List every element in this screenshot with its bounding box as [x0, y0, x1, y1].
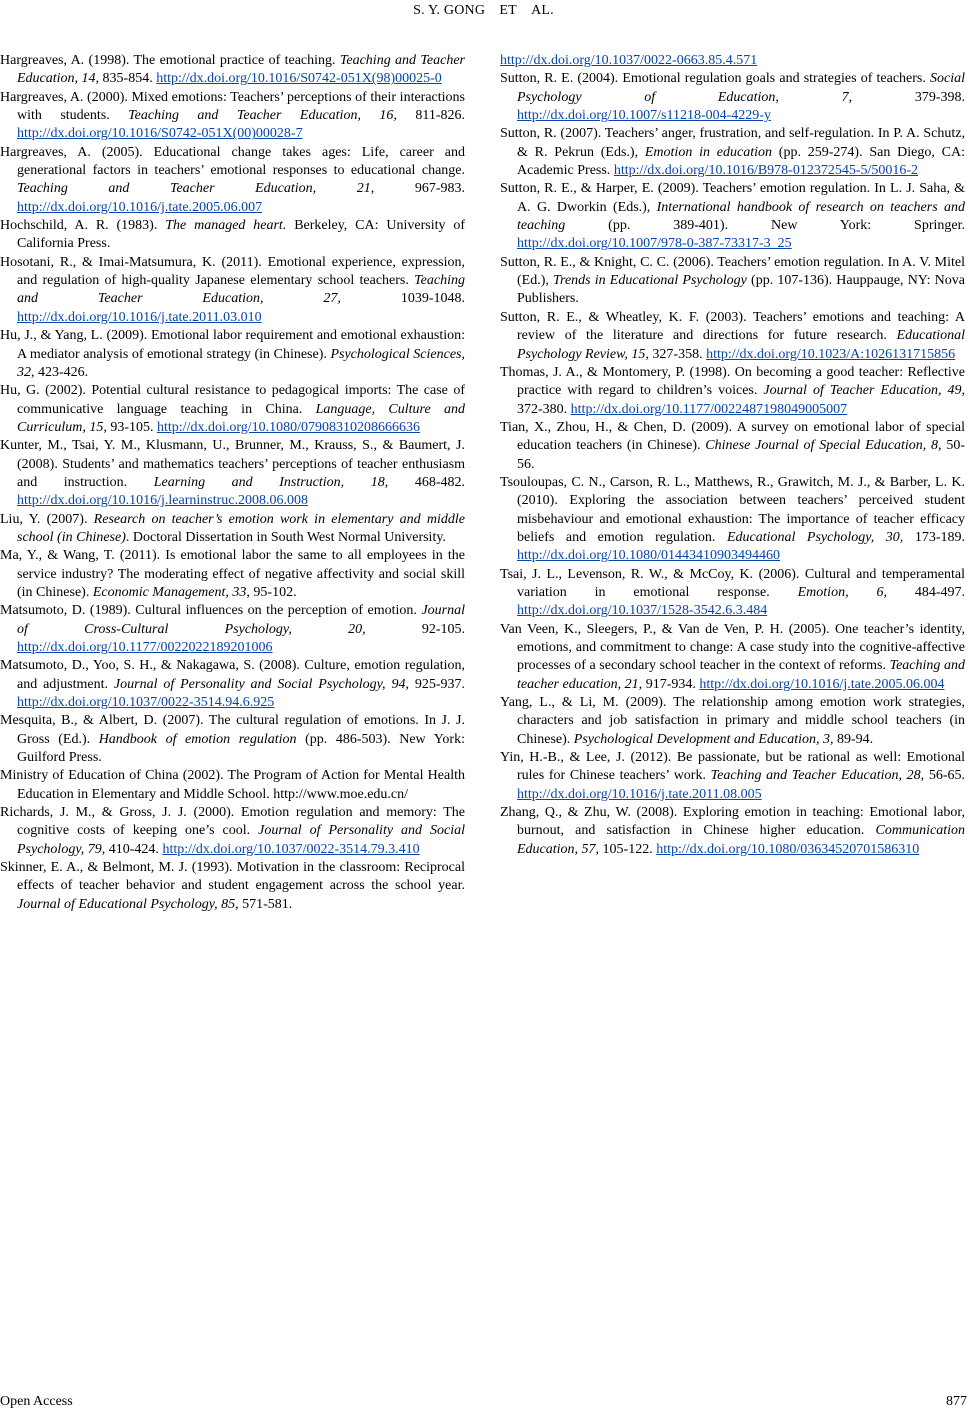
reference-text: Sutton, R. E., & Wheatley, K. F. (2003). Teachers’ emotions and teaching: A review of the literature and directions for future research. — [500, 309, 965, 344]
reference-entry — [500, 180, 965, 253]
doi-link[interactable]: http://dx.doi.org/10.1037/1528-3542.6.3.484 — [517, 603, 768, 619]
reference-text: Tian, X., Zhou, H., & Chen, D. (2009). A survey on emotional labor of special education teachers (in Chinese). — [500, 419, 965, 454]
doi-link[interactable]: http://dx.doi.org/10.1016/j.tate.2005.06.007 — [17, 199, 263, 215]
reference-text: Matsumoto, D., Yoo, S. H., & Nakagawa, S. (2008). Culture, emotion regulation, and adjustment. — [0, 658, 465, 692]
reference-source: Educational Psychology Review, 15, — [517, 328, 965, 362]
footer-page-number: 877 — [946, 1394, 967, 1409]
reference-text: Van Veen, K., Sleegers, P., & Van de Ven, P. H. (2005). One teacher’s identity, emotions, and commitment to change: A case study into the cognitive-affective processes of a secondary school teacher in the context of reforms. — [500, 621, 965, 674]
reference-entry — [500, 566, 965, 621]
doi-link[interactable]: http://dx.doi.org/10.1016/j.tate.2011.03.010 — [17, 309, 262, 325]
reference-text: Yang, L., & Li, M. (2009). The relationship among emotion work strategies, characters and job satisfaction in primary and middle school teachers (in Chinese). — [500, 695, 965, 747]
reference-text: 56-65. — [924, 768, 965, 784]
doi-link[interactable]: http://dx.doi.org/10.1177/0022022189201006 — [17, 640, 273, 655]
reference-text: 105-122. — [599, 841, 657, 857]
reference-entry — [0, 437, 465, 510]
reference-source: Teaching and Teacher Education, 21, — [17, 181, 375, 197]
reference-text: Hargreaves, A. (2000). Mixed emotions: Teachers’ perceptions of their interactions with students. — [0, 89, 465, 124]
reference-entry — [0, 602, 465, 657]
reference-source: Research on teacher’s emotion work in elementary and middle school (in Chinese) — [17, 511, 465, 545]
reference-entry — [500, 804, 965, 859]
reference-source: Communication Education, 57, — [517, 823, 965, 857]
footer-journal: Open Access — [0, 1394, 73, 1409]
reference-text: 50-56. — [517, 438, 966, 472]
reference-text: Thomas, J. A., & Montomery, P. (1998). On becoming a good teacher: Reflective practice with regard to children’s voices. — [500, 364, 965, 399]
reference-source: Trends in Educational Psychology — [553, 273, 747, 289]
reference-source: Educational Psychology, 30, — [726, 529, 904, 545]
reference-text: Skinner, E. A., & Belmont, M. J. (1993). Motivation in the classroom: Reciprocal effects of teacher behavior and student engagement across the school year. — [0, 860, 465, 894]
reference-text: Sutton, R. E., & Harper, E. (2009). Teachers’ emotion regulation. In L. J. Saha, & A. G. Dworkin (Eds.), — [500, 181, 965, 215]
reference-entry — [500, 254, 965, 309]
reference-source: Journal of Teacher Education, 49, — [763, 383, 965, 399]
reference-text: Hochschild, A. R. (1983). — [0, 218, 166, 234]
reference-entry — [500, 70, 965, 125]
reference-entry — [500, 474, 965, 566]
reference-text: Hu, J., & Yang, L. (2009). Emotional labor requirement and emotional exhaustion: A mediator analysis of emotional strategy (in Chinese). — [0, 328, 465, 362]
reference-text: 372-380. — [517, 401, 571, 417]
reference-text: Matsumoto, D. (1989). Cultural influences on the perception of emotion. — [0, 603, 422, 619]
reference-entry — [500, 364, 965, 419]
reference-source: Chinese Journal of Special Education, 8, — [705, 438, 942, 454]
reference-entry — [0, 712, 465, 767]
reference-source: International handbook of research on teachers and teaching — [517, 199, 965, 234]
reference-text: 571-581. — [238, 896, 293, 912]
reference-source: Social Psychology of Education, 7, — [517, 71, 965, 105]
reference-text: 89-94. — [833, 731, 874, 747]
reference-entry — [0, 52, 465, 89]
doi-link[interactable]: http://dx.doi.org/10.1177/0022487198049005007 — [570, 401, 848, 417]
reference-column-left — [0, 52, 465, 914]
reference-entry — [500, 694, 965, 749]
reference-text: Hargreaves, A. (2005). Educational change takes ages: Life, career and generational factors in teachers’ emotional responses to educational change. — [0, 144, 465, 179]
reference-text: Sutton, R. (2007). Teachers’ anger, frustration, and self-regulation. In P. A. Schutz, & R. Pekrun (Eds.), — [500, 126, 965, 160]
reference-source: Learning and Instruction, 18, — [153, 474, 389, 490]
reference-text: Berkeley, CA: University of California Press. — [17, 218, 465, 252]
reference-text: Hu, G. (2002). Potential cultural resistance to pedagogical imports: The case of communicative language teaching in China. — [0, 383, 465, 417]
reference-source: Psychological Development and Education, 3, — [573, 731, 834, 747]
reference-entry — [500, 749, 965, 804]
reference-entry — [0, 859, 465, 914]
reference-text: Yin, H.-B., & Lee, J. (2012). Be passionate, but be rational as well: Emotional rules for Chinese teachers’ work. — [500, 750, 965, 784]
reference-source: Teaching and Teacher Education, 28, — [710, 768, 925, 784]
reference-entry — [0, 547, 465, 602]
reference-text: 967-983. — [374, 181, 465, 197]
reference-source: Emotion in education — [644, 144, 772, 160]
reference-text: 410-424. — [105, 841, 163, 857]
doi-link[interactable]: http://dx.doi.org/10.1037/0022-0663.85.4.571 — [500, 53, 758, 68]
reference-text: 925-937. — [408, 676, 465, 692]
reference-text: Tsai, J. L., Levenson, R. W., & McCoy, K. (2006). Cultural and temperamental variation in emotional response. — [500, 566, 965, 600]
reference-text: , 95-102. — [246, 584, 297, 600]
reference-entry — [500, 419, 965, 474]
reference-text: Richards, J. M., & Gross, J. J. (2000). Emotion regulation and memory: The cognitive costs of keeping one’s cool. — [0, 805, 465, 839]
doi-link[interactable]: http://dx.doi.org/10.1016/j.learninstruc.2008.06.008 — [17, 493, 308, 509]
reference-source: Handbook of emotion regulation — [98, 731, 297, 747]
reference-source: Language, Culture and Curriculum, 15, — [17, 401, 465, 435]
reference-text: 468-482. — [388, 474, 465, 490]
reference-text: 327-358. — [648, 346, 707, 362]
reference-text: 835-854. — [99, 71, 157, 87]
reference-text: Ministry of Education of China (2002). The Program of Action for Mental Health Education in Elementary and Middle School. http://www.moe.edu.cn/ — [0, 768, 465, 802]
reference-text: 484-497. — [886, 584, 965, 600]
reference-source: Teaching and Teacher Education, 27, — [17, 273, 465, 307]
doi-link[interactable]: http://dx.doi.org/10.1080/07908310208666636 — [157, 419, 421, 435]
doi-link[interactable]: http://dx.doi.org/10.1016/B978-012372545-5/50016-2 — [613, 163, 919, 179]
reference-text: 423-426. — [34, 364, 89, 380]
reference-text: (pp. 107-136). Hauppauge, NY: Nova Publishers. — [517, 273, 965, 307]
reference-entry — [0, 327, 465, 382]
reference-text: Hosotani, R., & Imai-Matsumura, K. (2011). Emotional experience, expression, and regulation of high-quality Japanese elementary school teachers. — [0, 254, 465, 289]
reference-column-right — [500, 52, 965, 859]
reference-text: 93-105. — [106, 419, 158, 435]
doi-link[interactable]: http://dx.doi.org/10.1007/s11218-004-4229-y — [517, 108, 771, 124]
reference-entry — [0, 657, 465, 712]
reference-entry — [0, 217, 465, 254]
reference-text: . Doctoral Dissertation in South West Normal University. — [125, 529, 446, 545]
reference-text: (pp. 486-503). New York: Guilford Press. — [17, 731, 465, 766]
reference-entry — [500, 125, 965, 180]
reference-source: Teaching and teacher education, 21, — [517, 658, 965, 692]
reference-text: (pp. 259-274). San Diego, CA: Academic Press. — [517, 144, 965, 179]
doi-link[interactable]: http://dx.doi.org/10.1080/03634520701586310 — [656, 841, 920, 857]
reference-entry — [0, 382, 465, 437]
doi-link[interactable]: http://dx.doi.org/10.1037/0022-3514.94.6.925 — [17, 695, 275, 711]
reference-text: Hargreaves, A. (1998). The emotional practice of teaching. — [0, 53, 340, 68]
doi-link[interactable]: http://dx.doi.org/10.1007/978-0-387-73317-3_25 — [517, 236, 792, 252]
reference-source: Journal of Educational Psychology, 85, — [17, 896, 239, 912]
reference-text: 379-398. — [852, 89, 966, 105]
doi-link[interactable]: http://dx.doi.org/10.1023/A:1026131715856 — [706, 346, 956, 362]
reference-entry — [0, 144, 465, 217]
reference-text: 173-189. — [903, 529, 965, 545]
reference-text: (pp. 389-401). New York: Springer. — [565, 218, 965, 234]
reference-source: Teaching and Teacher Education, 14, — [17, 53, 465, 87]
reference-source: Teaching and Teacher Education, 16, — [128, 108, 397, 124]
reference-text: 811-826. — [396, 108, 465, 124]
reference-text: Kunter, M., Tsai, Y. M., Klusmann, U., Brunner, M., Krauss, S., & Baumert, J. (2008). Students’ and mathematics teachers’ perceptions of teacher enthusiasm and instruction. — [0, 438, 465, 490]
doi-link[interactable]: http://dx.doi.org/10.1016/j.tate.2005.06.004 — [699, 676, 945, 692]
reference-source: Journal of Personality and Social Psychology, 79, — [17, 823, 466, 857]
reference-text: Liu, Y. (2007). — [0, 511, 94, 527]
doi-link[interactable]: http://dx.doi.org/10.1080/01443410903494460 — [517, 548, 781, 564]
doi-link[interactable]: http://dx.doi.org/10.1016/j.tate.2011.08.005 — [517, 786, 762, 802]
reference-text: Zhang, Q., & Zhu, W. (2008). Exploring emotion in teaching: Emotional labor, burnout, and satisfaction in Chinese higher education. — [500, 805, 965, 839]
reference-text: 1039-1048. — [340, 291, 465, 307]
reference-source: Journal of Personality and Social Psychology, 94, — [113, 676, 409, 692]
reference-text: 917-934. — [642, 676, 700, 692]
reference-entry — [500, 621, 965, 694]
reference-source: Psychological Sciences, 32, — [17, 346, 465, 380]
doi-link[interactable]: http://dx.doi.org/10.1037/0022-3514.79.3.410 — [162, 841, 420, 857]
reference-source: The managed heart. — [165, 218, 287, 234]
reference-entry — [500, 309, 965, 364]
reference-text: Sutton, R. E., & Knight, C. C. (2006). Teachers’ emotion regulation. In A. V. Mitel (Ed.), — [500, 254, 965, 289]
reference-source: Emotion, 6, — [797, 584, 887, 600]
reference-source: Journal of Cross-Cultural Psychology, 20, — [17, 603, 465, 637]
reference-text: Ma, Y., & Wang, T. (2011). Is emotional labor the same to all employees in the service industry? The moderating effect of negative affectivity and social skill (in Chinese). — [0, 548, 465, 600]
reference-entry — [0, 767, 465, 804]
running-head: S. Y. GONG ET AL. — [413, 3, 554, 18]
reference-entry — [0, 254, 465, 327]
reference-continuation — [500, 52, 965, 70]
doi-link[interactable]: http://dx.doi.org/10.1016/S0742-051X(98)00025-0 — [156, 71, 442, 87]
reference-entry — [0, 89, 465, 144]
reference-text: Tsouloupas, C. N., Carson, R. L., Matthews, R., Grawitch, M. J., & Barber, L. K. (2010). Exploring the association between teachers’ perceived student misbehaviour and emotional exhaustion: The importance of teacher efficacy beliefs and emotion regulation. — [500, 474, 965, 545]
reference-source: Economic Management, 33 — [92, 584, 247, 600]
reference-text: Sutton, R. E. (2004). Emotional regulation goals and strategies of teachers. — [500, 71, 930, 87]
reference-entry — [0, 804, 465, 859]
reference-text: 92-105. — [365, 621, 465, 637]
reference-entry — [0, 511, 465, 548]
doi-link[interactable]: http://dx.doi.org/10.1016/S0742-051X(00)00028-7 — [17, 126, 303, 142]
reference-text: Mesquita, B., & Albert, D. (2007). The cultural regulation of emotions. In J. J. Gross (Ed.). — [0, 713, 465, 747]
